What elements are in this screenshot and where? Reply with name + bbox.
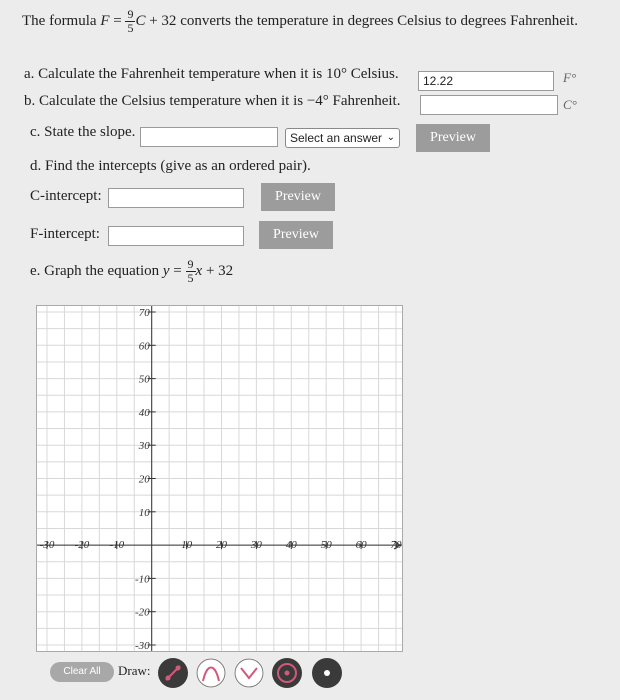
part-c-label: c. State the slope. <box>30 124 136 140</box>
point-icon <box>312 658 342 688</box>
intro-eq: = <box>113 12 122 29</box>
preview-button-f-intercept[interactable]: Preview <box>259 221 333 249</box>
slope-select-value: Select an answer <box>290 131 383 145</box>
line-tool-button[interactable] <box>158 658 188 688</box>
y-tick-label: 40 <box>138 406 150 419</box>
intro-frac-den: 5 <box>127 21 134 35</box>
intro-fraction <box>125 8 135 35</box>
y-tick-label: -10 <box>135 573 150 586</box>
intro-c: C <box>135 12 146 29</box>
slope-select[interactable] <box>285 128 400 148</box>
x-tick-label: -10 <box>109 539 125 552</box>
part-a-unit: F° <box>563 70 577 85</box>
part-e-label: e. Graph the equation <box>30 262 160 279</box>
c-intercept-input[interactable] <box>108 188 244 208</box>
y-tick-label: 20 <box>138 473 150 486</box>
line-icon <box>162 662 184 684</box>
absolute-value-icon <box>234 658 264 688</box>
slope-input[interactable] <box>140 127 278 147</box>
eq-frac-den: 5 <box>187 271 194 285</box>
y-tick-label: 10 <box>138 506 150 519</box>
eq-frac-num: 9 <box>187 257 194 271</box>
x-tick-label: 50 <box>320 539 332 552</box>
eq-x: x <box>195 262 203 279</box>
f-intercept-label: F-intercept: <box>30 226 100 242</box>
part-a-label: a. Calculate the Fahrenheit temperature when it is 10° Celsius. <box>24 66 399 82</box>
eq-equals: = <box>173 262 182 279</box>
part-b-unit: C° <box>563 97 577 112</box>
x-tick-label: -20 <box>74 539 90 552</box>
part-e-label-wrap <box>30 258 233 285</box>
y-tick-label: 70 <box>138 307 150 319</box>
c-intercept-label: C-intercept: <box>30 188 102 204</box>
chevron-down-icon: ⌄ <box>386 132 395 143</box>
parabola-tool-button[interactable] <box>196 658 226 688</box>
absolute-value-tool-button[interactable] <box>234 658 264 688</box>
part-b-label: b. Calculate the Celsius temperature when it is −4° Fahrenheit. <box>24 93 401 109</box>
x-tick-label: 20 <box>216 539 227 552</box>
preview-button-slope[interactable]: Preview <box>416 124 490 152</box>
x-tick-label: 70 <box>390 539 402 552</box>
eq-y: y <box>162 262 170 279</box>
y-tick-label: -30 <box>135 640 150 651</box>
parabola-icon <box>196 658 226 688</box>
f-intercept-input[interactable] <box>108 226 244 246</box>
x-tick-label: 40 <box>285 539 297 552</box>
graph-canvas[interactable] <box>36 305 403 652</box>
intro-frac-num: 9 <box>127 7 134 21</box>
graph-svg[interactable] <box>37 306 402 651</box>
part-b-input[interactable] <box>420 95 558 115</box>
intro-plus32: + 32 <box>149 12 177 29</box>
x-tick-label: -30 <box>39 539 55 552</box>
intro-prefix: The formula <box>22 12 97 29</box>
x-tick-label: 30 <box>250 539 262 552</box>
x-tick-label: 10 <box>181 539 193 552</box>
eq-plus32: + 32 <box>205 262 234 279</box>
part-d-label: d. Find the intercepts (give as an ordered pair). <box>30 158 311 174</box>
y-tick-label: -20 <box>135 606 150 619</box>
circle-icon <box>272 658 302 688</box>
clear-all-button[interactable]: Clear All <box>50 662 114 682</box>
y-tick-label: 50 <box>138 373 150 386</box>
eq-fraction <box>186 258 196 285</box>
preview-button-c-intercept[interactable]: Preview <box>261 183 335 211</box>
x-tick-label: 60 <box>355 539 367 552</box>
intro-suffix: converts the temperature in degrees Celsius to degrees Fahrenheit. <box>180 12 578 29</box>
circle-tool-button[interactable] <box>272 658 302 688</box>
formula-intro <box>22 8 578 35</box>
point-tool-button[interactable] <box>312 658 342 688</box>
y-tick-label: 30 <box>138 440 150 453</box>
y-tick-label: 60 <box>138 340 150 353</box>
draw-label: Draw: <box>118 663 151 678</box>
part-a-input[interactable]: 12.22 <box>418 71 554 91</box>
intro-var: F <box>100 12 110 29</box>
